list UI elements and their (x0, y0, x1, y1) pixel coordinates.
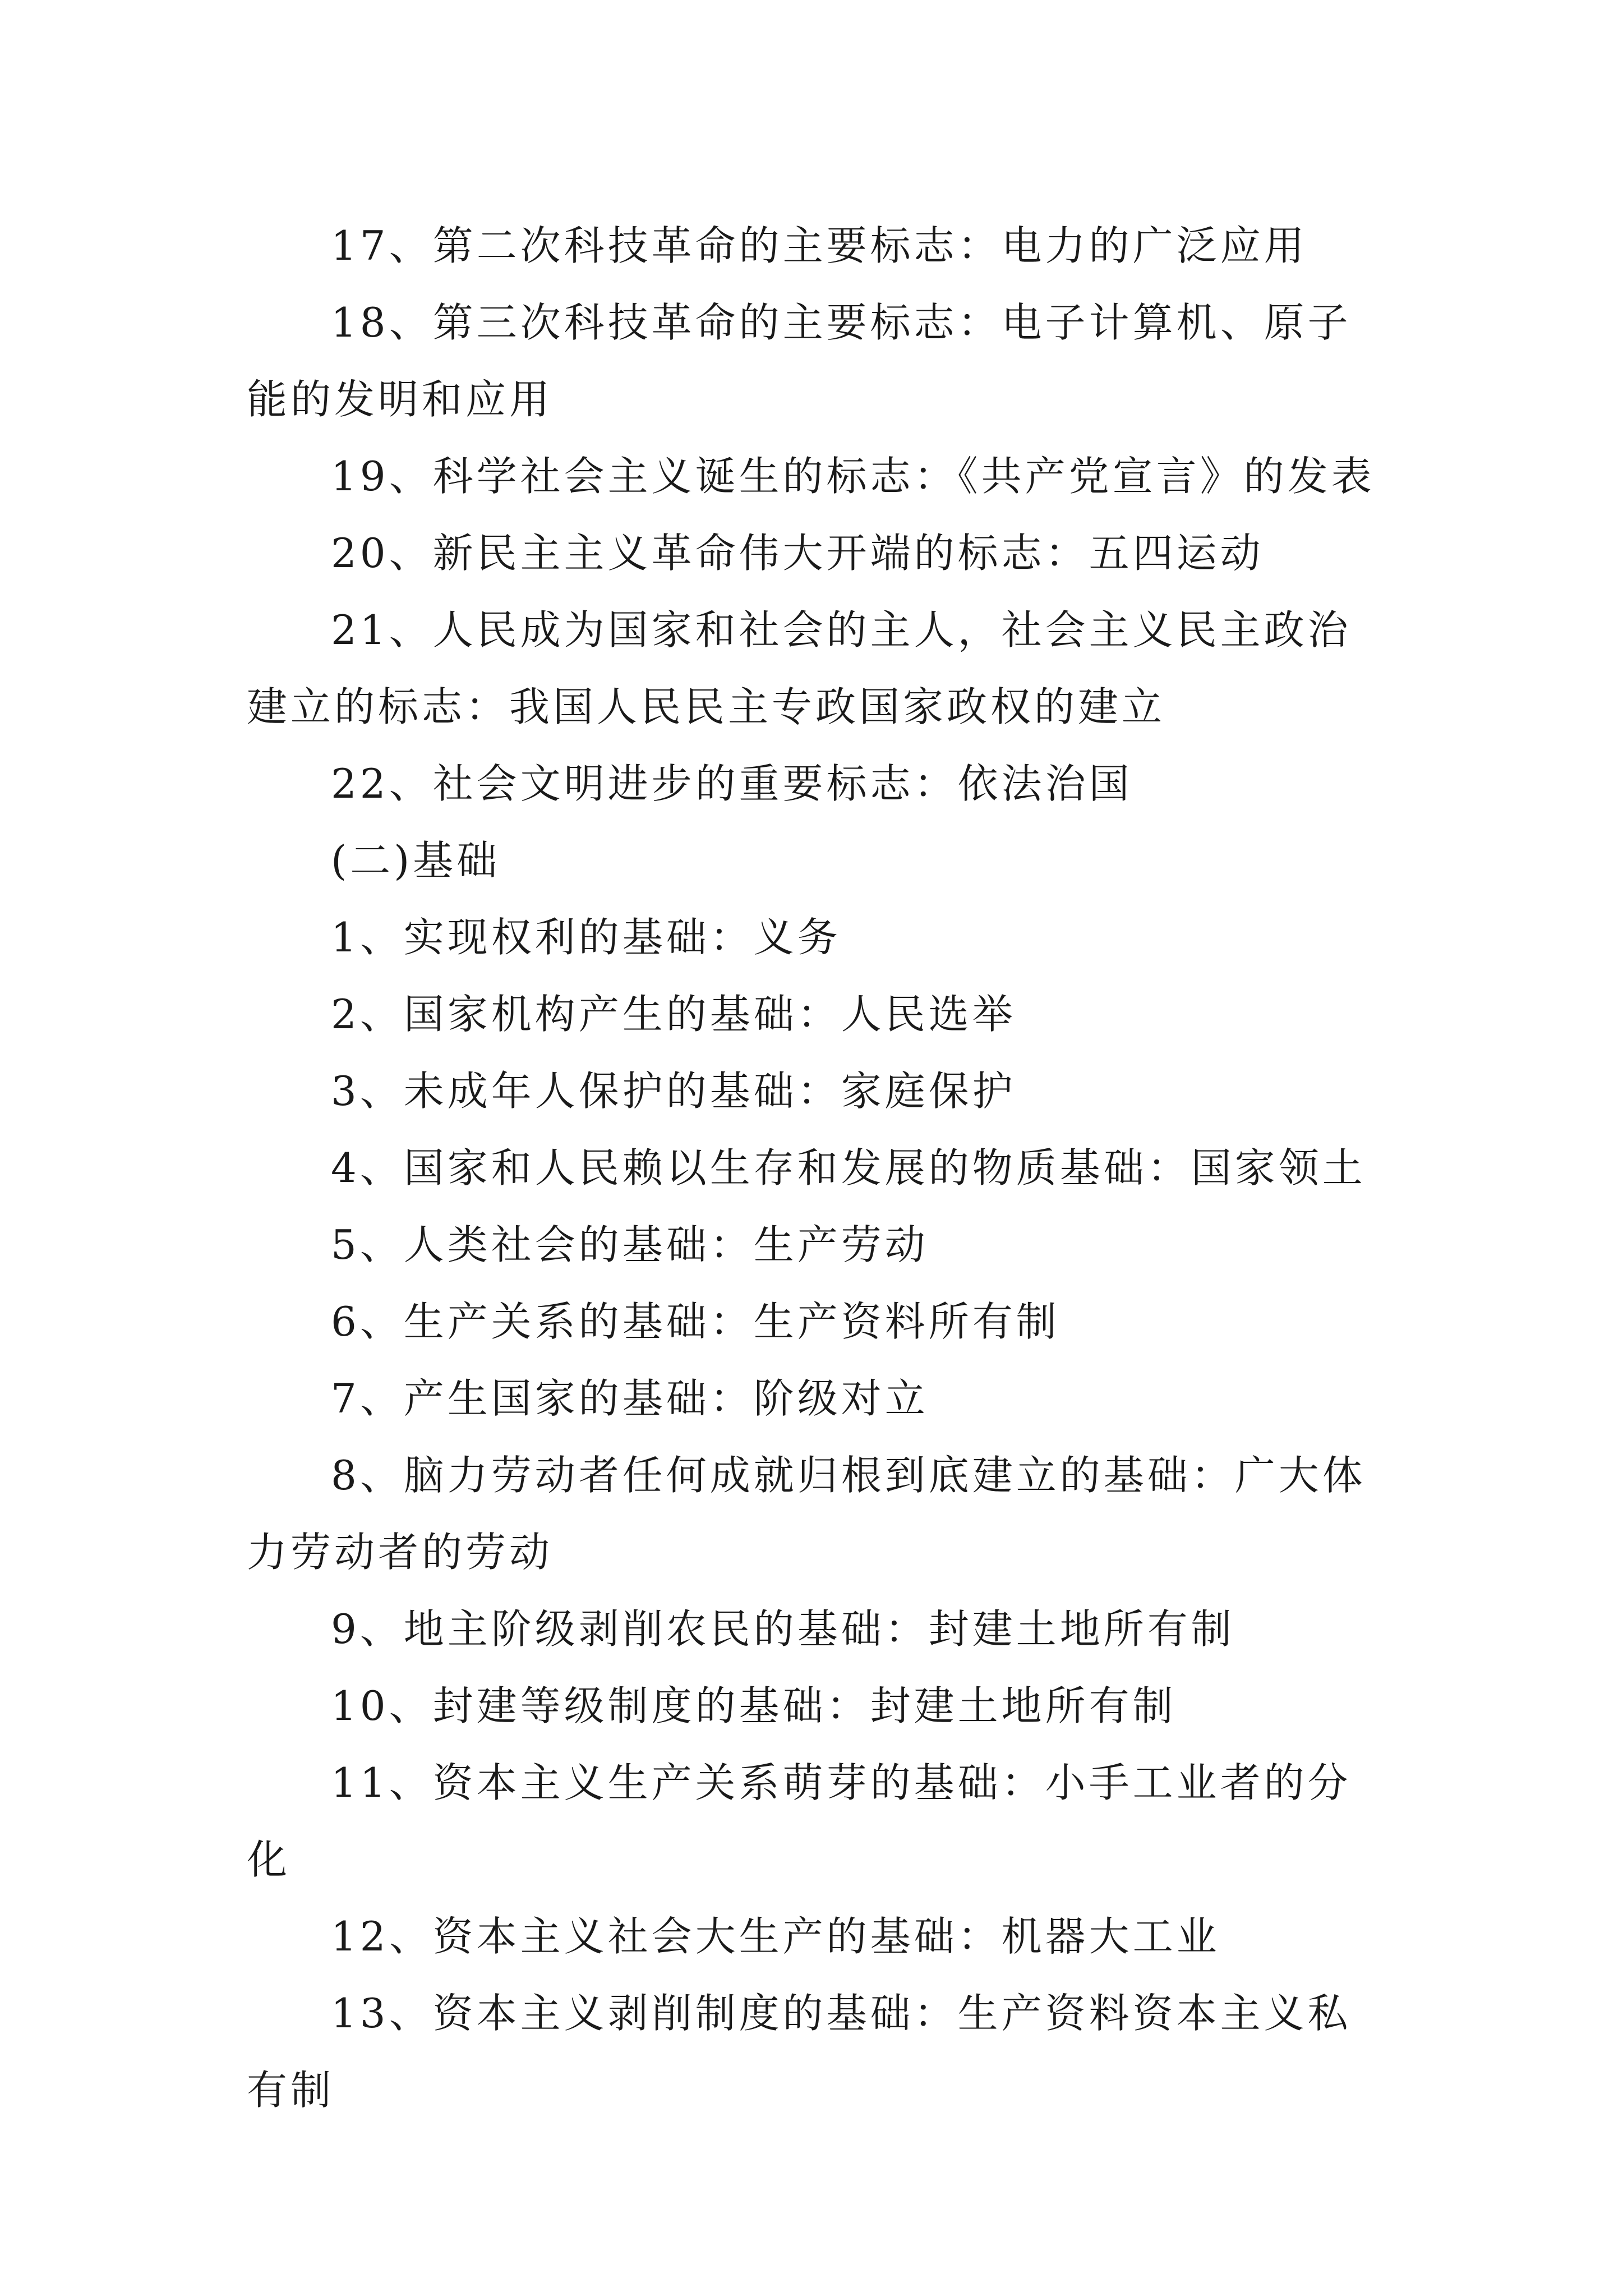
paragraph-item-20: 20、新民主主义革命伟大开端的标志：五四运动 (331, 530, 1264, 577)
paragraph-item-19: 19、科学社会主义诞生的标志：《共产党宣言》的发表 (331, 453, 1375, 500)
paragraph-item-21: 21、人民成为国家和社会的主人，社会主义民主政治建立的标志：我国人民民主专政国家政权的建立 (247, 606, 1352, 730)
basis-item-3: 3、未成年人保护的基础：家庭保护 (331, 1068, 1016, 1115)
basis-item-9: 9、地主阶级剥削农民的基础：封建土地所有制 (331, 1605, 1235, 1653)
basis-item-12: 12、资本主义社会大生产的基础：机器大工业 (331, 1913, 1220, 1960)
basis-item-1: 1、实现权利的基础：义务 (331, 914, 841, 961)
basis-item-10: 10、封建等级制度的基础：封建土地所有制 (331, 1682, 1177, 1729)
document-body (247, 208, 1391, 2129)
basis-item-5: 5、人类社会的基础：生产劳动 (331, 1221, 929, 1268)
basis-item-11: 11、资本主义生产关系萌芽的基础：小手工业者的分化 (247, 1759, 1352, 1883)
paragraph-item-22: 22、社会文明进步的重要标志：依法治国 (331, 760, 1133, 807)
basis-item-6: 6、生产关系的基础：生产资料所有制 (331, 1298, 1060, 1345)
basis-item-13: 13、资本主义剥削制度的基础：生产资料资本主义私有制 (247, 1990, 1352, 2114)
paragraph-item-18: 18、第三次科技革命的主要标志：电子计算机、原子能的发明和应用 (247, 299, 1352, 423)
section-heading-basis: (二)基础 (331, 837, 501, 884)
basis-item-4: 4、国家和人民赖以生存和发展的物质基础：国家领土 (331, 1144, 1366, 1191)
basis-item-2: 2、国家机构产生的基础：人民选举 (331, 991, 1016, 1038)
paragraph-item-17: 17、第二次科技革命的主要标志：电力的广泛应用 (331, 222, 1308, 269)
basis-item-7: 7、产生国家的基础：阶级对立 (331, 1375, 929, 1422)
basis-item-8: 8、脑力劳动者任何成就归根到底建立的基础：广大体力劳动者的劳动 (247, 1452, 1366, 1576)
